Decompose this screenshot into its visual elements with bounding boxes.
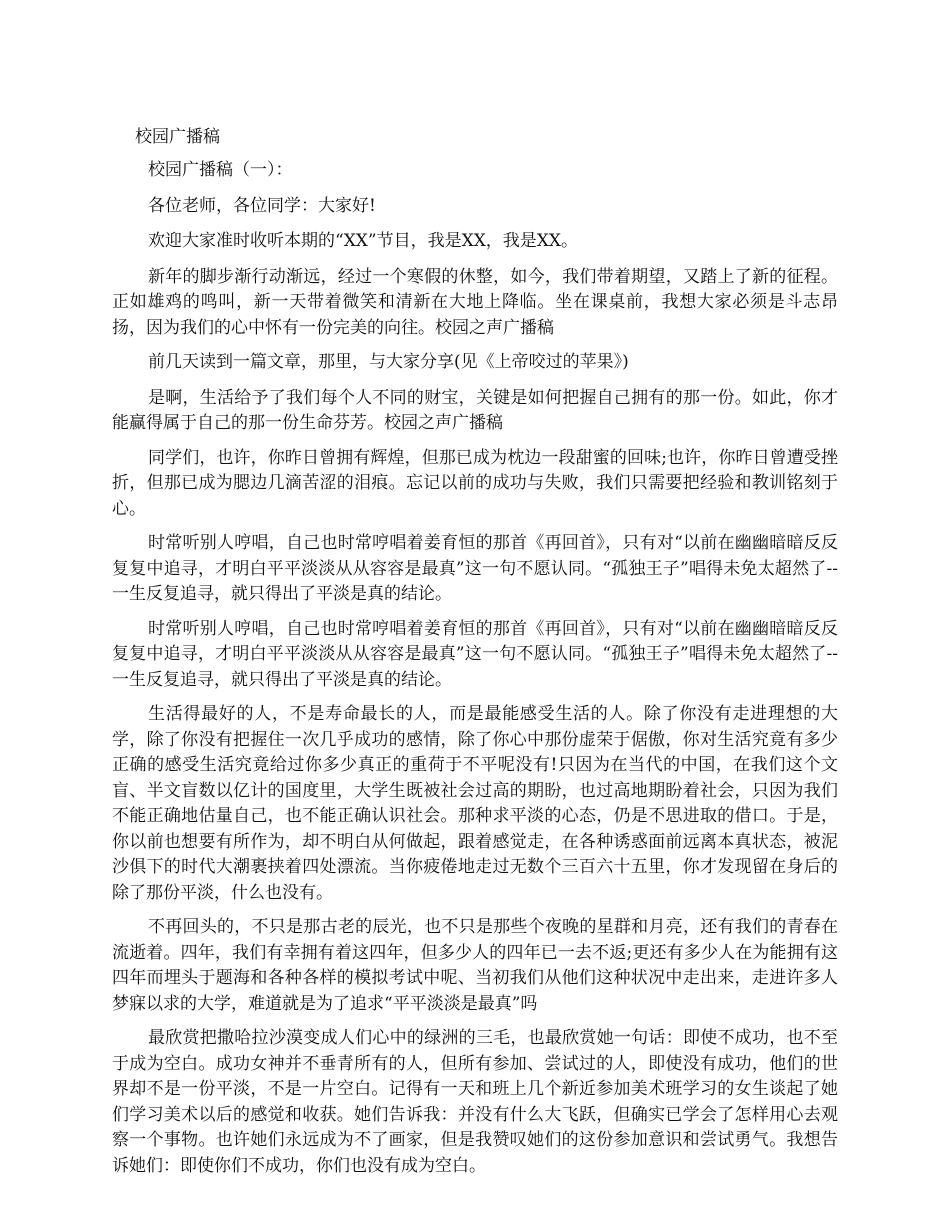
paragraph: 同学们，也许，你昨日曾拥有辉煌，但那已成为枕边一段甜蜜的回味;也许，你昨日曾遭受挫折，但那已成为腮边几滴苦涩的泪痕。忘记以前的成功与失败，我们只需要把经验和教训铭刻于心。 xyxy=(112,447,838,519)
paragraph: 最欣赏把撒哈拉沙漠变成人们心中的绿洲的三毛，也最欣赏她一句话：即使不成功，也不至于成为空白。成功女神并不垂青所有的人，但所有参加、尝试过的人，即使没有成功，他们的世界却不是一份平淡，不是一片空白。记得有一天和班上几个新近参加美术班学习的女生谈起了她们学习美术以后的感觉和收获。她们告诉我：并没有什么大飞跃，但确实已学会了怎样用心去观察一个事物。也许她们永远成为不了画家，但是我赞叹她们的这份参加意识和尝试勇气。我想告诉她们：即使你们不成功，你们也没有成为空白。 xyxy=(112,1028,838,1176)
paragraph: 新年的脚步渐行动渐远，经过一个寒假的休整，如今，我们带着期望，又踏上了新的征程。正如雄鸡的鸣叫，新一天带着微笑和清新在大地上降临。坐在课桌前，我想大家必须是斗志昂扬，因为我们的心中怀有一份完美的向往。校园之声广播稿 xyxy=(112,266,838,338)
paragraph-section-heading: 校园广播稿（一）： xyxy=(148,160,293,180)
paragraph-greeting: 各位老师，各位同学：大家好! xyxy=(148,195,376,216)
paragraph: 生活得最好的人，不是寿命最长的人，而是最能感受生活的人。除了你没有走进理想的大学，除了你没有把握住一次几乎成功的感情，除了你心中那份虚荣于倨傲，你对生活究竟有多少正确的感受生活究竟给过你多少真正的重荷于不平呢没有!只因为在当代的中国，在我们这个文盲、半文盲数以亿计的国度里，大学生既被社会过高的期盼，也过高地期盼着社会，只因为我们不能正确地估量自己，也不能正确认识社会。那种求平淡的心态，仍是不思进取的借口。于是，你以前也想要有所作为，却不明白从何做起，跟着感觉走，在各种诱惑面前远离本真状态，被泥沙俱下的时代大潮裹挟着四处漂流。当你疲倦地走过无数个三百六十五里，你才发现留在身后的除了那份平淡，什么也没有。 xyxy=(112,704,838,903)
paragraph: 不再回头的，不只是那古老的辰光，也不只是那些个夜晚的星群和月亮，还有我们的青春在流逝着。四年，我们有幸拥有着这四年，但多少人的四年已一去不返;更还有多少人在为能拥有这四年而埋头于题海和各种各样的模拟考试中呢、当初我们从他们这种状况中走出来，走进许多人梦寐以求的大学，难道就是为了追求“平平淡淡是最真”吗 xyxy=(112,917,838,1014)
paragraph: 是啊，生活给予了我们每个人不同的财宝，关键是如何把握自己拥有的那一份。如此，你才能赢得属于自己的那一份生命芬芳。校园之声广播稿 xyxy=(112,387,838,433)
paragraph-welcome: 欢迎大家准时收听本期的“XX”节目，我是XX，我是XX。 xyxy=(148,231,578,251)
paragraph: 时常听别人哼唱，自己也时常哼唱着姜育恒的那首《再回首》，只有对“以前在幽幽暗暗反反复复中追寻，才明白平平淡淡从从容容是最真”这一句不愿认同。“孤独王子”唱得未免太超然了--一生反复追寻，就只得出了平淡是真的结论。 xyxy=(112,618,838,690)
paragraph: 前几天读到一篇文章，那里，与大家分享(见《上帝咬过的苹果》) xyxy=(148,352,629,372)
paragraph: 时常听别人哼唱，自己也时常哼唱着姜育恒的那首《再回首》，只有对“以前在幽幽暗暗反反复复中追寻，才明白平平淡淡从从容容是最真”这一句不愿认同。“孤独王子”唱得未免太超然了--一生反复追寻，就只得出了平淡是真的结论。 xyxy=(112,533,838,604)
document-title: 校园广播稿 xyxy=(135,127,220,147)
document-body xyxy=(112,158,838,1188)
